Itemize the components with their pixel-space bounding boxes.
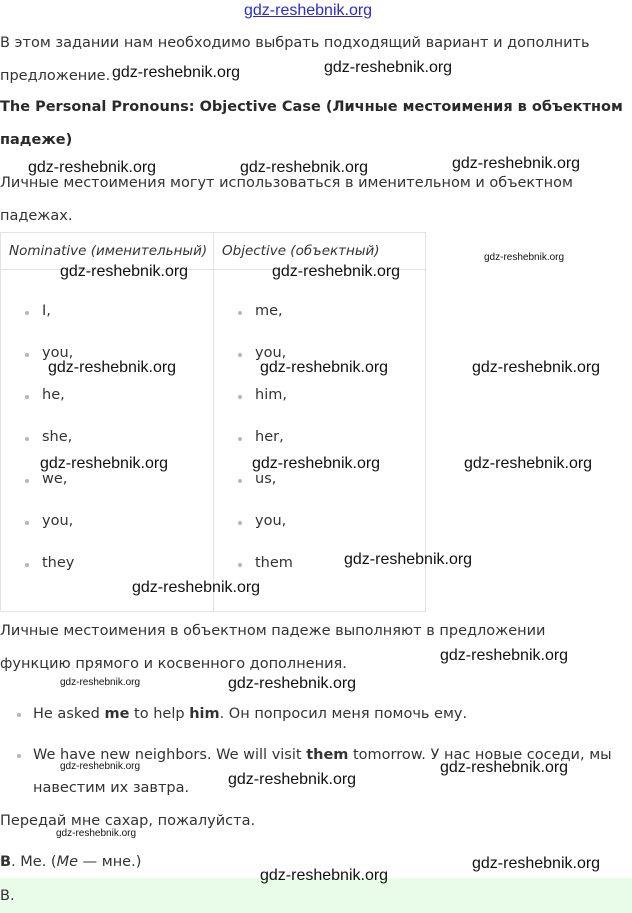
watermark: gdz-reshebnik.org <box>60 761 141 772</box>
bullet-icon <box>25 479 29 483</box>
objective-item: us, <box>255 471 277 487</box>
bullet-icon <box>238 353 242 357</box>
watermark: gdz-reshebnik.org <box>40 455 169 472</box>
bullet-icon <box>25 311 29 315</box>
paragraph-2-line-1: Личные местоимения в объектном падеже выполняют в предложении <box>0 623 546 639</box>
bullet-icon <box>25 353 29 357</box>
bullet-icon <box>238 563 242 567</box>
objective-item: you, <box>255 513 287 529</box>
nominative-item: he, <box>42 387 65 403</box>
watermark: gdz-reshebnik.org <box>48 359 177 376</box>
bullet-icon <box>25 521 29 525</box>
watermark: gdz-reshebnik.org <box>472 855 601 872</box>
watermark: gdz-reshebnik.org <box>464 455 593 472</box>
paragraph-2-line-2: функцию прямого и косвенного дополнения. <box>0 656 347 672</box>
watermark: gdz-reshebnik.org <box>260 867 389 884</box>
watermark: gdz-reshebnik.org <box>28 159 157 176</box>
watermark: gdz-reshebnik.org <box>228 771 357 788</box>
bullet-icon <box>238 395 242 399</box>
nominative-item: they <box>42 555 75 571</box>
objective-item: you, <box>255 345 287 361</box>
watermark: gdz-reshebnik.org <box>112 64 241 81</box>
objective-item: me, <box>255 303 283 319</box>
watermark: gdz-reshebnik.org <box>240 159 369 176</box>
final-answer: B. <box>0 888 15 904</box>
section-heading-line-1: The Personal Pronouns: Objective Case (Личные местоимения в объектном <box>0 99 623 115</box>
watermark: gdz-reshebnik.org <box>272 263 401 280</box>
watermark: gdz-reshebnik.org <box>440 647 569 664</box>
watermark: gdz-reshebnik.org <box>472 359 601 376</box>
watermark: gdz-reshebnik.org <box>252 455 381 472</box>
watermark: gdz-reshebnik.org <box>324 59 453 76</box>
objective-item: them <box>255 555 293 571</box>
nominative-item: you, <box>42 513 74 529</box>
watermark: gdz-reshebnik.org <box>344 551 473 568</box>
paragraph-1-line-2: падежах. <box>0 208 73 224</box>
nominative-item: you, <box>42 345 74 361</box>
objective-item: him, <box>255 387 287 403</box>
watermark: gdz-reshebnik.org <box>484 252 565 263</box>
objective-item: her, <box>255 429 284 445</box>
table-column-divider <box>213 233 214 611</box>
watermark: gdz-reshebnik.org <box>260 359 389 376</box>
example-2-line-1: We have new neighbors. We will visit them tomorrow. У нас новые соседи, мы <box>33 747 612 763</box>
watermark-top[interactable]: gdz-reshebnik.org <box>244 2 373 19</box>
intro-line-2: предложение. <box>0 68 111 84</box>
task-sentence: Передай мне сахар, пожалуйста. <box>0 813 256 829</box>
section-heading-line-2: падеже) <box>0 132 73 148</box>
bullet-icon <box>238 521 242 525</box>
answer-explanation: B. Me. (Me — мне.) <box>0 854 142 870</box>
bullet-icon <box>25 395 29 399</box>
example-1: He asked me to help him. Он попросил меня помочь ему. <box>33 706 468 722</box>
bullet-icon <box>25 437 29 441</box>
watermark: gdz-reshebnik.org <box>60 263 189 280</box>
watermark: gdz-reshebnik.org <box>440 759 569 776</box>
watermark: gdz-reshebnik.org <box>228 675 357 692</box>
watermark: gdz-reshebnik.org <box>60 677 141 688</box>
bullet-icon <box>238 479 242 483</box>
bullet-icon <box>17 713 21 717</box>
paragraph-1-line-1: Личные местоимения могут использоваться в именительном и объектном <box>0 175 573 191</box>
intro-line-1: В этом задании нам необходимо выбрать подходящий вариант и дополнить <box>0 35 590 51</box>
example-2-line-2: навестим их завтра. <box>33 780 190 796</box>
watermark: gdz-reshebnik.org <box>452 155 581 172</box>
nominative-item: we, <box>42 471 68 487</box>
bullet-icon <box>238 311 242 315</box>
bullet-icon <box>17 754 21 758</box>
nominative-item: I, <box>42 303 51 319</box>
watermark: gdz-reshebnik.org <box>56 828 137 839</box>
bullet-icon <box>238 437 242 441</box>
table-header-objective: Objective (объектный) <box>222 243 380 259</box>
table-header-nominative: Nominative (именительный) <box>9 243 208 259</box>
nominative-item: she, <box>42 429 73 445</box>
watermark: gdz-reshebnik.org <box>132 579 261 596</box>
bullet-icon <box>25 563 29 567</box>
